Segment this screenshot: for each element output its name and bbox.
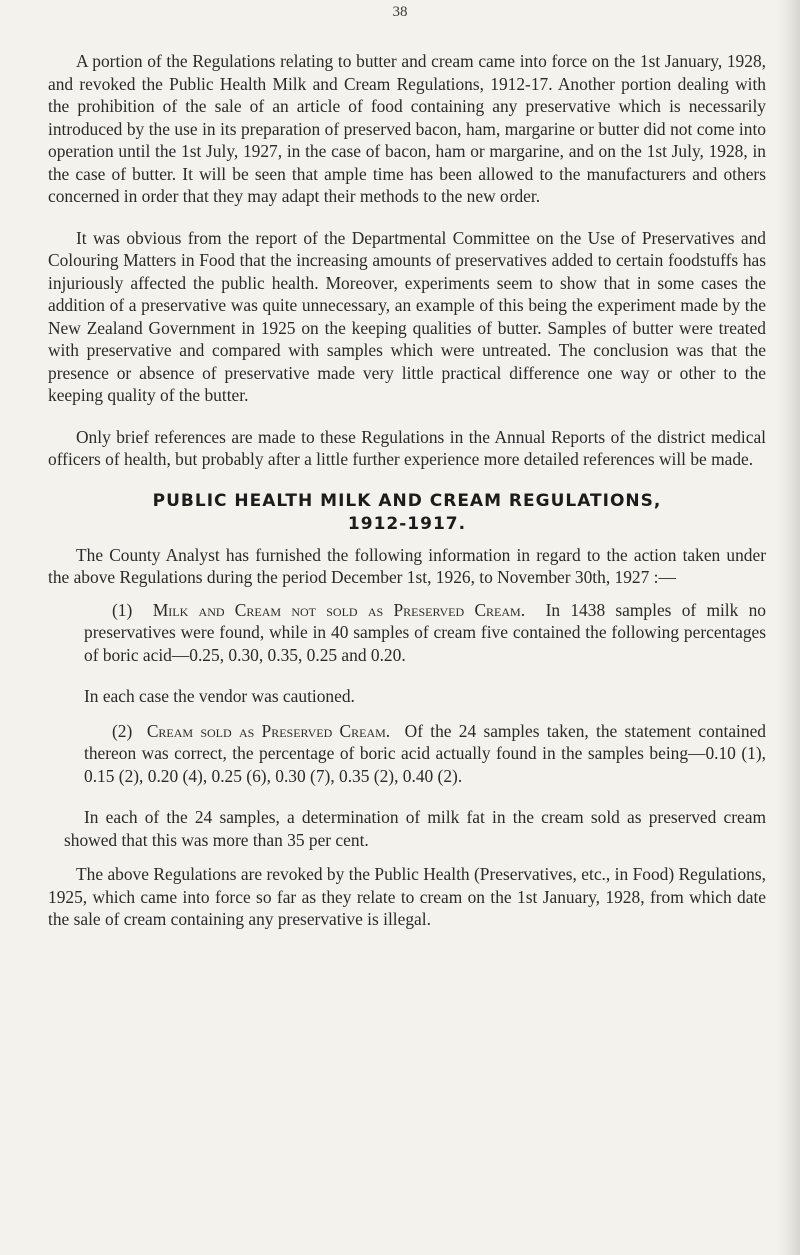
section-heading [48, 490, 766, 536]
list-item-note: In each of the 24 samples, a determination of milk fat in the cream sold as preserved cream showed that this was more than 35 per cent. [64, 807, 766, 850]
list-item-text: Of the 24 samples taken, the statement contained thereon was correct, the percentage of boric acid actually found in the samples being—0.10 (1), 0.15 (2), 0.20 (4), 0.25 (6), 0.30 (7), 0.35 (2), 0.40 (2). [84, 720, 767, 786]
paragraph-annual-reports: Only brief references are made to these Regulations in the Annual Reports of the district medical officers of health, but probably after a little further experience more detailed references will be made. [48, 426, 766, 469]
list-item-text: In 1438 samples of milk no preservatives were found, while in 40 samples of cream five contained the following percentages of boric acid—0.25, 0.30, 0.35, 0.25 and 0.20. [84, 599, 766, 665]
list-item-title: Cream sold as Preserved Cream. [146, 720, 391, 741]
paragraph-regulations-commencement: A portion of the Regulations relating to butter and cream came into force on the 1st January, 1928, and revoked the Public Health Milk and Cream Regulations, 1912-17. Another portion dealing with the prohibition of the sale of an article of food containing any preservative which is necessarily introduced by the use in its preparation of preserved bacon, ham, margarine or butter did not come into operation until the 1st July, 1927, in the case of bacon, ham or margarine, and on the 1st July, 1928, in the case of butter. It will be seen that ample time has been allowed to the manufacturers and others concerned in order that they may adapt their methods to the new order. [48, 51, 766, 206]
list-item-note: In each case the vendor was cautioned. [84, 686, 355, 706]
section-heading-years: 1912-1917. [347, 513, 467, 534]
list-item-title: Milk and Cream not sold as Preserved Cream. [152, 599, 526, 620]
page-number: 38 [392, 4, 408, 20]
list-item-number: (1) [112, 599, 133, 620]
list-item-preserved-cream [48, 720, 766, 788]
list-item-milk-cream [48, 599, 766, 667]
section-heading-title: PUBLIC HEALTH MILK AND CREAM REGULATIONS, [152, 490, 662, 511]
paragraph-closing: The above Regulations are revoked by the Public Health (Preservatives, etc., in Food) Regulations, 1925, which came into force so far as they relate to cream on the 1st January, 1928, from which date the sale of cream containing any preservative is illegal. [48, 864, 766, 929]
section-intro: The County Analyst has furnished the following information in regard to the action taken under the above Regulations during the period December 1st, 1926, to November 30th, 1927 :— [48, 544, 766, 587]
paragraph-departmental-committee: It was obvious from the report of the Departmental Committee on the Use of Preservatives and Colouring Matters in Food that the increasing amounts of preservatives added to certain foodstuffs has injuriously affected the public health. Moreover, experiments seem to show that in some cases the addition of a preservative was quite unnecessary, an example of this being the experiment made by the New Zealand Government in 1925 on the keeping qualities of butter. Samples of butter were treated with preservative and compared with samples which were untreated. The conclusion was that the presence or absence of preservative made very little practical difference one way or other to the keeping quality of the butter. [48, 227, 766, 405]
page-body [48, 50, 766, 950]
list-item-number: (2) [112, 720, 133, 741]
page-edge-shadow [778, 0, 800, 1255]
